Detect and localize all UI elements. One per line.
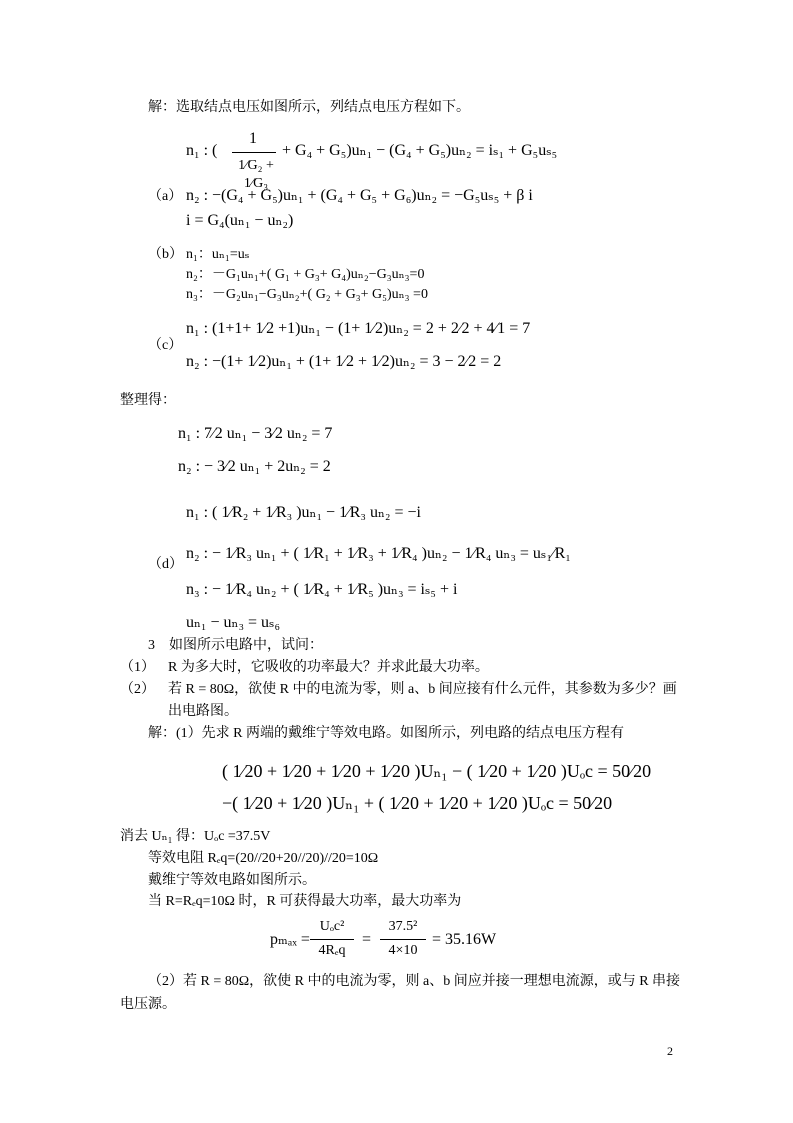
eq-a2: n₂ : −(G₄ + G₅)uₙ₁ + (G₄ + G₅ + G₆)uₙ₂ = −G₅uₛ₅ + β i <box>186 187 533 204</box>
solution-eq-1: ( 1⁄20 + 1⁄20 + 1⁄20 + 1⁄20 )Uₙ₁ − ( 1⁄20 + 1⁄20 )Uₒc = 50⁄20 <box>222 761 652 781</box>
eq-a1-frac-bar <box>232 152 276 153</box>
part-c-label: （c） <box>148 338 183 353</box>
problem3-q1: R 为多大时，它吸收的功率最大？并求此最大功率。 <box>168 660 489 675</box>
part-b-label: （b） <box>148 247 183 262</box>
intro-text: 解：选取结点电压如图所示，列结点电压方程如下。 <box>148 100 470 115</box>
problem3-q1-num: （1） <box>120 660 155 675</box>
eq-d2: n₂ : − 1⁄R₃ uₙ₁ + ( 1⁄R₁ + 1⁄R₃ + 1⁄R₄ )uₙ₂ − 1⁄R₄ uₙ₃ = uₛ₁⁄R₁ <box>186 545 571 562</box>
part-a-label: （a） <box>148 189 183 204</box>
problem3-q2-line2: 出电路图。 <box>168 704 238 719</box>
eq-b1: n₁：uₙ₁=uₛ <box>186 247 250 262</box>
pmax-den1: 4Rₑq <box>318 943 346 958</box>
eq-a1-lhs: n₁ : ( <box>186 142 218 159</box>
eq-a1-frac-num: 1 <box>249 130 257 147</box>
eq-d3: n₃ : − 1⁄R₄ uₙ₂ + ( 1⁄R₄ + 1⁄R₅ )uₙ₃ = iₛ₅ + i <box>186 581 458 598</box>
solution-text-5: 当 R=Rₑq=10Ω 时，R 可获得最大功率，最大功率为 <box>148 894 462 909</box>
eq-a1-frac-den: 1⁄G₂ + 1⁄G₃ <box>238 158 274 191</box>
eq-c1: n₁ : (1+1+ 1⁄2 +1)uₙ₁ − (1+ 1⁄2)uₙ₂ = 2 + 2⁄2 + 4⁄1 = 7 <box>186 320 531 337</box>
pmax-num1: Uₒc² <box>319 919 345 934</box>
pmax-num2: 37.5² <box>388 919 418 934</box>
problem3-q2-num: （2） <box>120 682 155 697</box>
eq-b3: n₃：－G₂uₙ₁−G₃uₙ₂+( G₂ + G₃+ G₅)uₙ₃ =0 <box>186 287 428 302</box>
pmax-bar2 <box>380 939 426 940</box>
solution-eq-2: −( 1⁄20 + 1⁄20 )Uₙ₁ + ( 1⁄20 + 1⁄20 + 1⁄20 )Uₒc = 50⁄20 <box>222 793 613 813</box>
solution-text-2: 消去 Uₙ₁ 得：Uₒc =37.5V <box>120 829 271 844</box>
eq-d1: n₁ : ( 1⁄R₂ + 1⁄R₃ )uₙ₁ − 1⁄R₃ uₙ₂ = −i <box>186 504 421 521</box>
solution-text-4: 戴维宁等效电路如图所示。 <box>148 873 316 888</box>
problem3-q2-line1: 若 R = 80Ω，欲使 R 中的电流为零，则 a、b 间应接有什么元件，其参数为多少？画 <box>168 682 677 697</box>
pmax-den2: 4×10 <box>388 943 418 958</box>
solution-text-1: 解：(1）先求 R 两端的戴维宁等效电路。如图所示，列电路的结点电压方程有 <box>148 726 624 741</box>
problem3-title: 3 如图所示电路中，试问： <box>148 638 323 653</box>
eq-arranged-2: n₂ : − 3⁄2 uₙ₁ + 2uₙ₂ = 2 <box>178 458 331 475</box>
page-number: 2 <box>667 1044 673 1058</box>
solution-text-6-line1: （2）若 R = 80Ω，欲使 R 中的电流为零，则 a、b 间应并接一理想电流源，或与 R 串接 <box>148 974 681 989</box>
eq-c2: n₂ : −(1+ 1⁄2)uₙ₁ + (1+ 1⁄2 + 1⁄2)uₙ₂ = 3 − 2⁄2 = 2 <box>186 353 502 370</box>
pmax-result: = 35.16W <box>432 931 497 948</box>
eq-d4: uₙ₁ − uₙ₃ = uₛ₆ <box>186 614 281 631</box>
pmax-lhs: pₘₐₓ = <box>270 931 310 948</box>
arrange-label: 整理得： <box>120 393 176 408</box>
solution-text-3: 等效电阻 Rₑq=(20//20+20//20)//20=10Ω <box>148 851 379 866</box>
pmax-bar1 <box>310 939 354 940</box>
eq-b2: n₂：－G₁uₙ₁+( G₁ + G₃+ G₄)uₙ₂−G₃uₙ₃=0 <box>186 267 425 282</box>
eq-arranged-1: n₁ : 7⁄2 uₙ₁ − 3⁄2 uₙ₂ = 7 <box>178 425 333 442</box>
eq-a1-rhs: + G₄ + G₅)uₙ₁ − (G₄ + G₅)uₙ₂ = iₛ₁ + G₅uₛ₅ <box>282 142 558 159</box>
pmax-eq-sign: = <box>362 931 372 948</box>
solution-text-6-line2: 电压源。 <box>120 997 176 1012</box>
part-d-label: （d） <box>148 557 183 572</box>
eq-a3: i = G₄(uₙ₁ − uₙ₂) <box>186 212 294 229</box>
